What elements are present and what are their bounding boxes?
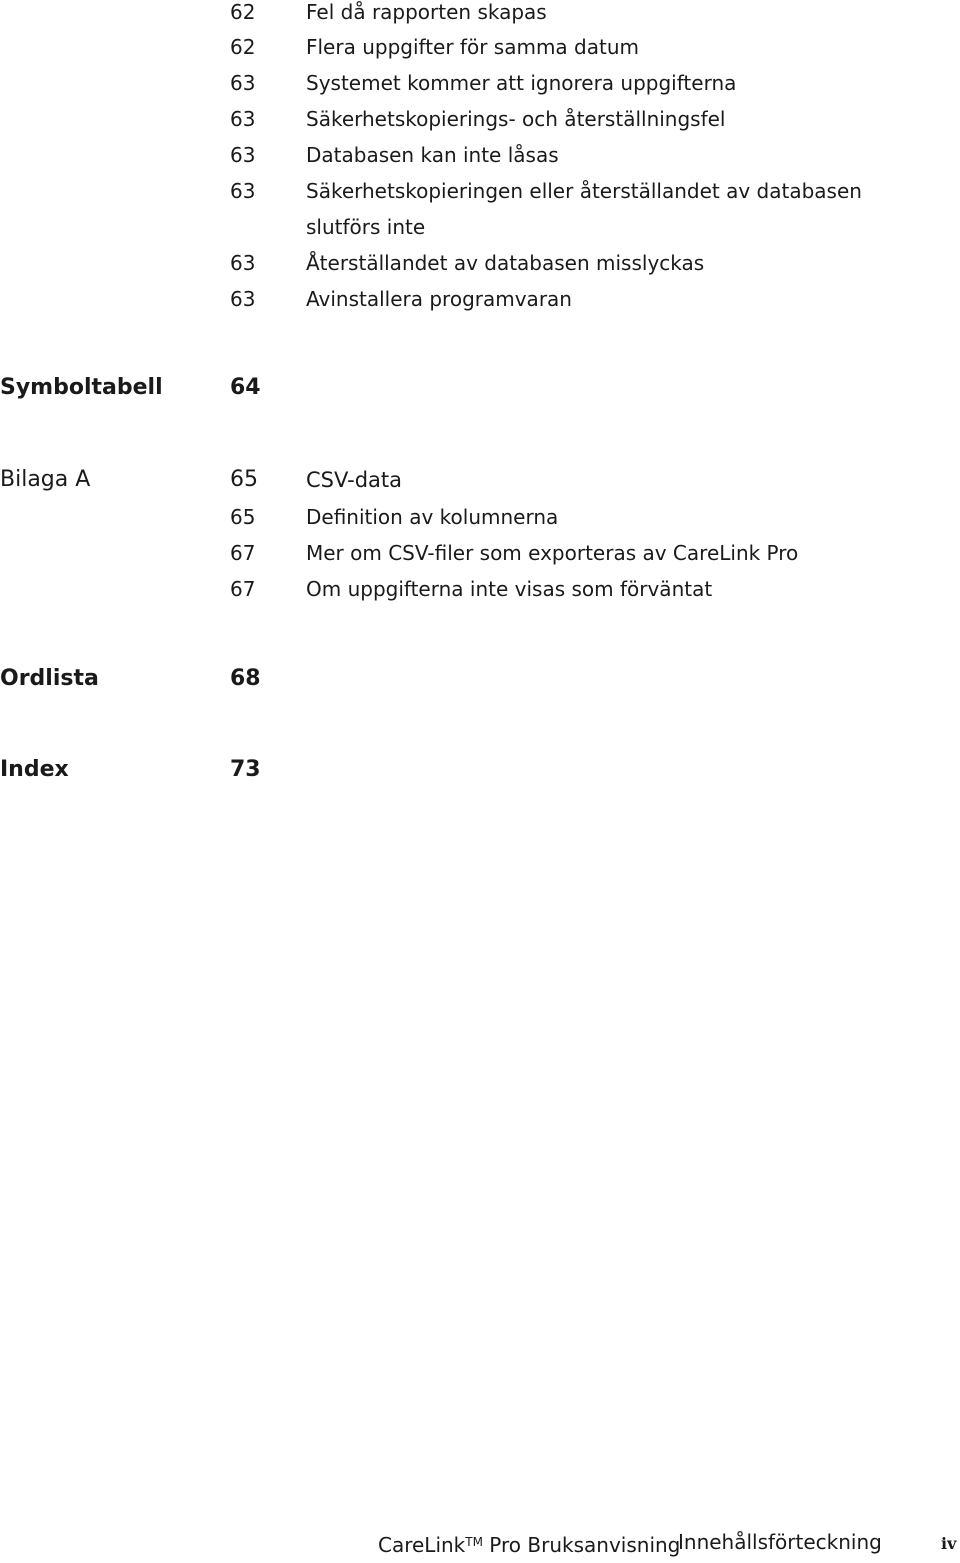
toc-section-label: Bilaga A: [0, 467, 91, 492]
toc-entry-title: Avinstallera programvaran: [306, 287, 572, 311]
toc-section-page: 64: [230, 375, 261, 400]
toc-entry-page: 67: [230, 541, 256, 565]
toc-entry-title: Systemet kommer att ignorera uppgifterna: [306, 71, 737, 95]
toc-entry-title: Mer om CSV-filer som exporteras av CareLink Pro: [306, 541, 799, 565]
toc-entry-title: Säkerhetskopieringen eller återställandet av databasen slutförs inte: [306, 179, 862, 239]
toc-section-page: 65: [230, 467, 258, 492]
toc-section-title: CSV-data: [306, 468, 403, 492]
toc-entry-title: Definition av kolumnerna: [306, 505, 559, 529]
toc-entry-title: Fel då rapporten skapas: [306, 0, 547, 24]
toc-entry-page: 63: [230, 71, 256, 95]
toc-entry-title: Flera uppgifter för samma datum: [306, 35, 639, 59]
toc-entry-page: 65: [230, 505, 256, 529]
toc-section-label: Ordlista: [0, 666, 99, 691]
toc-entry-title: Säkerhetskopierings- och återställningsfel: [306, 107, 726, 131]
toc-entry-page: 62: [230, 35, 256, 59]
toc-entry-page: 63: [230, 287, 256, 311]
toc-entry-page: 67: [230, 577, 256, 601]
toc-entry-page: 63: [230, 251, 256, 275]
toc-entry-title: Databasen kan inte låsas: [306, 143, 559, 167]
footer-chapter: Innehållsförteckning: [678, 1530, 882, 1554]
toc-section-page: 68: [230, 666, 261, 691]
toc-entry-page: 63: [230, 179, 256, 203]
footer-product: [378, 1524, 680, 1563]
trademark-mark: TM: [465, 1535, 483, 1549]
footer-product-name: CareLink: [378, 1533, 466, 1557]
footer-page-number: iv: [941, 1534, 957, 1553]
toc-entry-title: Återställandet av databasen misslyckas: [306, 251, 705, 275]
toc-entry-page: 63: [230, 143, 256, 167]
toc-entry-page: 63: [230, 107, 256, 131]
toc-entry-title: Om uppgifterna inte visas som förväntat: [306, 577, 713, 601]
toc-section-page: 73: [230, 757, 261, 782]
toc-entry-page: 62: [230, 0, 256, 24]
toc-section-label: Index: [0, 757, 69, 782]
footer-product-suffix: Pro Bruksanvisning: [482, 1533, 681, 1557]
toc-section-label: Symboltabell: [0, 375, 163, 400]
